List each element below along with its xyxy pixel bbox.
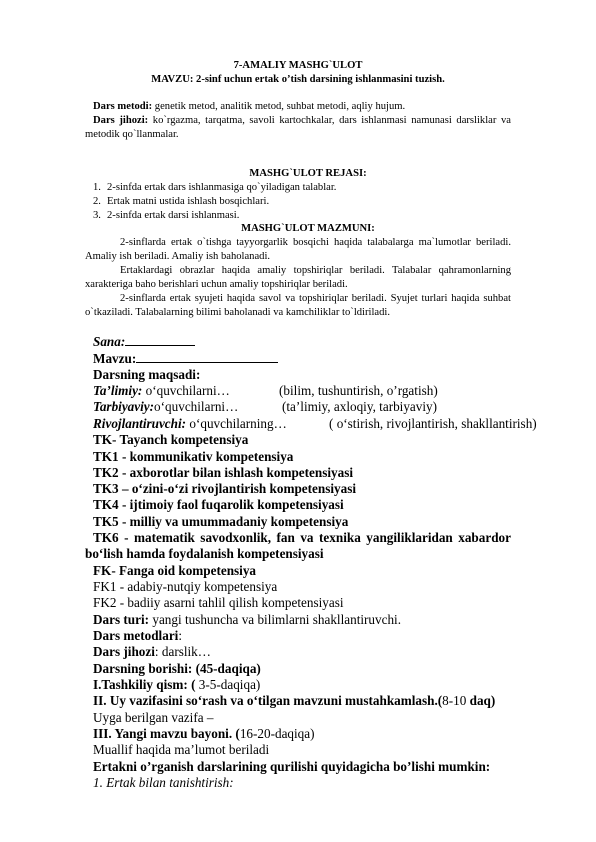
fk2: FK2 - badiiy asarni tahlil qilish kompetensiyasi	[93, 595, 344, 610]
tk2: TK2 - axborotlar bilan ishlash kompetensiyasi	[93, 465, 354, 480]
topic-label: Mavzu:	[93, 351, 137, 366]
lesson-equipment-label: Dars jihozi	[93, 644, 155, 659]
org-stage-label: I.Tashkiliy qism: (	[93, 677, 196, 692]
content-p1-line1: 2-sinflarda ertak o`tishga tayyorgarlik bosqichi haqida talabalarga ma`lumotlar beriladi.	[120, 237, 511, 248]
equipment-line-1	[93, 114, 511, 128]
tk3: TK3 – o‘zini-o‘zi rivojlantirish kompetensiyasi	[93, 481, 357, 496]
developing-goal	[93, 416, 596, 433]
structure-heading: Ertakni o’rganish darslarining qurilishi quyidagicha bo’lishi mumkin:	[93, 759, 491, 774]
plan-item	[93, 181, 596, 195]
org-stage	[93, 677, 596, 694]
tk4: TK4 - ijtimoiy faol fuqarolik kompetensiyasi	[93, 497, 344, 512]
new-topic-value: 16-20-daqiqa)	[239, 726, 315, 741]
lesson-type-value: yangi tushuncha va bilimlarni shakllantiruvchi.	[149, 612, 402, 627]
tk-title: TK- Tayanch kompetensiya	[93, 432, 249, 447]
fk1: FK1 - adabiy-nutqiy kompetensiya	[93, 579, 278, 594]
developing-label: Rivojlantiruvchi:	[93, 416, 187, 431]
page-topic: MAVZU: 2-sinf uchun ertak o’tish darsining ishlanmasini tuzish.	[151, 74, 445, 85]
lesson-methods-colon: :	[178, 628, 183, 643]
content-title: MASHG`ULOT MAZMUNI:	[241, 223, 375, 234]
homework-stage	[93, 693, 596, 710]
fk-title: FK- Fanga oid kompetensiya	[93, 563, 257, 578]
date-blank[interactable]	[125, 333, 195, 346]
developing-text: o‘quvchilarning…	[186, 416, 287, 431]
new-topic-label: III. Yangi mavzu bayoni. (	[93, 726, 240, 741]
lesson-type	[93, 612, 596, 629]
goal-label: Darsning maqsadi:	[93, 367, 201, 382]
plan-item	[93, 195, 596, 209]
plan-item-text: 2-sinfda ertak darsi ishlanmasi.	[107, 210, 240, 221]
equipment-line-2: metodik qo`llanmalar.	[85, 129, 179, 140]
page-title: 7-AMALIY MASHG`ULOT	[233, 60, 363, 71]
plan-item	[93, 209, 596, 223]
org-stage-value: 3-5-daqiqa)	[195, 677, 261, 692]
upbringing-text: o‘quvchilarni…	[154, 399, 239, 414]
educational-text: o‘quvchilarni…	[142, 383, 230, 398]
methods-value: genetik metod, analitik metod, suhbat metodi, aqliy hujum.	[152, 101, 406, 112]
equipment-label: Dars jihozi:	[93, 115, 149, 126]
upbringing-note: (ta’limiy, axloqiy, tarbiyaviy)	[282, 399, 438, 414]
content-p3-line1: 2-sinflarda ertak syujeti haqida savol va topshiriqlar beriladi. Syujet turlari haqida suhbat	[120, 293, 511, 304]
plan-item-number: 2.	[93, 196, 101, 207]
lesson-equipment-value: : darslik…	[154, 644, 211, 659]
educational-note: (bilim, tushuntirish, o’rgatish)	[279, 383, 438, 398]
plan-item-text: 2-sinfda ertak dars ishlanmasiga qo`yiladigan talablar.	[107, 182, 337, 193]
content-p3-line2: o`tkaziladi. Talabalarning bilimi baholanadi va kamchiliklar to`ldiriladi.	[85, 307, 391, 318]
plan-item-number: 1.	[93, 182, 101, 193]
plan-title: MASHG`ULOT REJASI:	[249, 168, 367, 179]
content-p1-line2: Amaliy ish beriladi. Amaliy ish baholanadi.	[85, 251, 271, 262]
topic-line	[93, 350, 596, 368]
tk5: TK5 - milliy va umummadaniy kompetensiya	[93, 514, 349, 529]
date-line	[93, 333, 596, 351]
upbringing-label: Tarbiyaviy:	[93, 399, 155, 414]
plan-item-number: 3.	[93, 210, 101, 221]
homework-stage-label: II. Uy vazifasini so‘rash va o‘tilgan mavzuni mustahkamlash.(	[93, 693, 443, 708]
lesson-type-label: Dars turi:	[93, 612, 150, 627]
content-p2-line1: Ertaklardagi obrazlar haqida amaliy topshiriqlar beriladi. Talabalar qahramonlarning	[120, 265, 511, 276]
lesson-process: Darsning borishi: (45-daqiqa)	[93, 661, 261, 676]
tk6-line-2: bo‘lish hamda foydalanish kompetensiyasi	[85, 546, 324, 561]
methods-label: Dars metodi:	[93, 101, 153, 112]
tk1: TK1 - kommunikativ kompetensiya	[93, 449, 294, 464]
topic-blank[interactable]	[136, 350, 278, 363]
educational-goal	[93, 383, 596, 400]
lesson-methods	[93, 628, 596, 645]
equipment-value-1: ko`rgazma, tarqatma, savoli kartochkalar, dars ishlanmasi namunasi darsliklar va	[148, 115, 511, 126]
date-label: Sana:	[93, 334, 126, 349]
homework-given: Uyga berilgan vazifa –	[93, 710, 214, 725]
upbringing-goal	[93, 399, 596, 416]
homework-stage-value: 8-10	[442, 693, 467, 708]
lesson-methods-label: Dars metodlari	[93, 628, 179, 643]
intro-step: 1. Ertak bilan tanishtirish:	[93, 775, 234, 790]
plan-item-text: Ertak matni ustida ishlash bosqichlari.	[107, 196, 270, 207]
new-topic-stage	[93, 726, 596, 743]
tk6-line-1: TK6 - matematik savodxonlik, fan va texnika yangiliklaridan xabardor	[93, 530, 511, 545]
author-info: Muallif haqida ma’lumot beriladi	[93, 742, 270, 757]
methods-line	[93, 100, 596, 114]
lesson-equipment	[93, 644, 596, 661]
content-p2-line2: xarakteriga baho berishlari uchun amaliy topshiriqlar beriladi.	[85, 279, 348, 290]
developing-note: ( o‘stirish, rivojlantirish, shakllantirish)	[329, 416, 537, 431]
educational-label: Ta’limiy:	[93, 383, 143, 398]
homework-stage-unit: daq)	[466, 693, 496, 708]
